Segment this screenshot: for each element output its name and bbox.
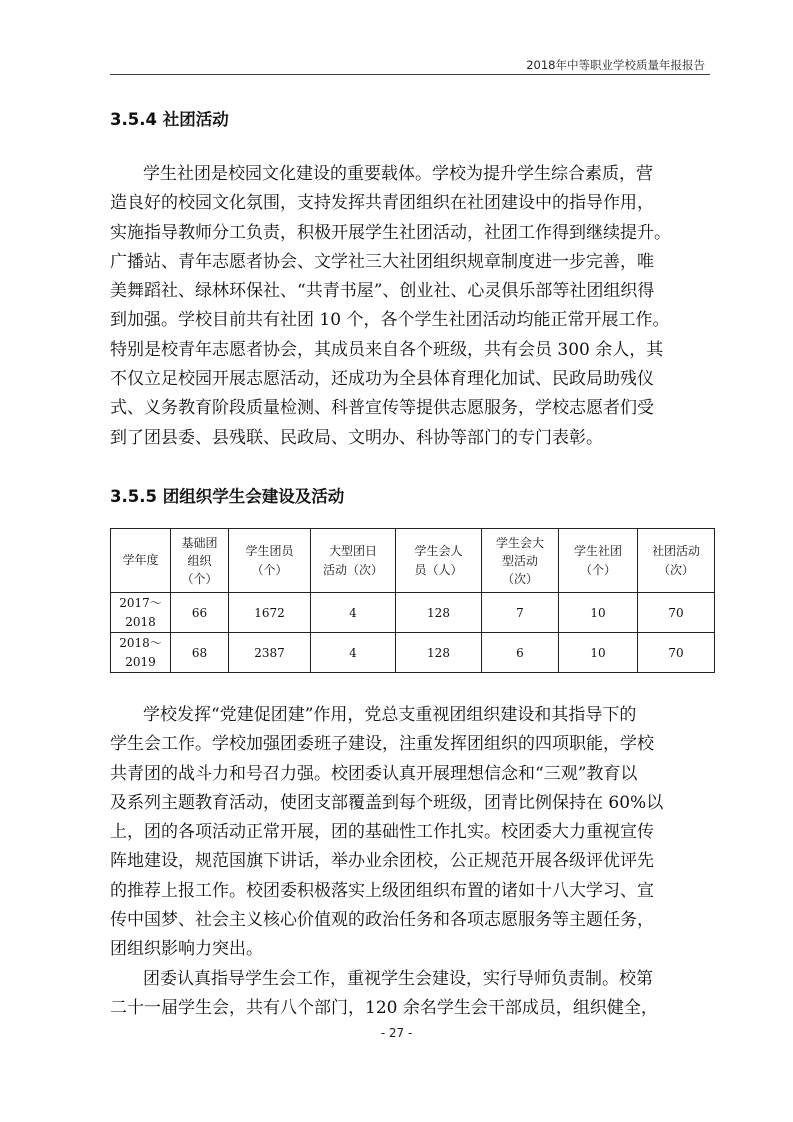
column-header-league-days: 大型团日 活动（次） <box>311 529 396 593</box>
cell-league-days: 4 <box>311 633 396 673</box>
paragraph-line: 团组织影响力突出。 <box>110 939 263 960</box>
table-header-row <box>111 529 715 593</box>
table-row <box>111 593 715 633</box>
page-header-title: 2018年中等职业学校质量年报报告 <box>526 58 705 72</box>
cell-club-activities: 70 <box>638 633 715 673</box>
paragraph-line: 广播站、青年志愿者协会、文学社三大社团组织规章制度进一步完善，唯 <box>110 251 654 272</box>
cell-members: 2387 <box>229 633 311 673</box>
paragraph-line: 不仅立足校园开展志愿活动，还成功为全县体育理化加试、民政局助残仪 <box>110 369 654 390</box>
cell-basic-org: 68 <box>171 633 229 673</box>
league-statistics-table <box>110 528 715 673</box>
paragraph-line: 学校发挥“党建促团建”作用，党总支重视团组织建设和其指导下的 <box>143 705 637 725</box>
paragraph-line: 传中国梦、社会主义核心价值观的政治任务和各项志愿服务等主题任务， <box>110 910 654 931</box>
column-header-council-events: 学生会大 型活动 （次） <box>482 529 559 593</box>
paragraph-line: 二十一届学生会，共有八个部门，120 余名学生会干部成员，组织健全， <box>110 998 658 1019</box>
paragraph-line: 美舞蹈社、绿林环保社、“共青书屋”、创业社、心灵俱乐部等社团组织得 <box>110 281 655 302</box>
table-row <box>111 633 715 673</box>
cell-council-events: 6 <box>482 633 559 673</box>
cell-clubs: 10 <box>559 593 638 633</box>
paragraph-line: 及系列主题教育活动，使团支部覆盖到每个班级，团青比例保持在 60%以 <box>110 792 664 813</box>
header-divider <box>110 74 710 75</box>
cell-club-activities: 70 <box>638 593 715 633</box>
column-header-club-activities: 社团活动 （次） <box>638 529 715 593</box>
cell-members: 1672 <box>229 593 311 633</box>
column-header-members: 学生团员 （个） <box>229 529 311 593</box>
column-header-year: 学年度 <box>111 529 171 593</box>
paragraph-line: 到了团县委、县残联、民政局、文明办、科协等部门的专门表彰。 <box>110 427 603 448</box>
cell-council-events: 7 <box>482 593 559 633</box>
paragraph-party-building <box>110 701 710 965</box>
column-header-clubs: 学生社团 （个） <box>559 529 638 593</box>
paragraph-line: 的推荐上报工作。校团委积极落实上级团组织布置的诸如十八大学习、宣 <box>110 880 654 901</box>
column-header-council-members: 学生会人 员（人） <box>396 529 482 593</box>
paragraph-line: 学生会工作。学校加强团委班子建设，注重发挥团组织的四项职能，学校 <box>110 734 654 755</box>
paragraph-student-council <box>110 965 710 1024</box>
page-number: - 27 - <box>380 1026 413 1040</box>
paragraph-line: 上，团的各项活动正常开展，团的基础性工作扎实。校团委大力重视宣传 <box>110 822 654 843</box>
cell-year: 2018～ 2019 <box>111 633 171 673</box>
paragraph-line: 式、义务教育阶段质量检测、科普宣传等提供志愿服务，学校志愿者们受 <box>110 398 654 419</box>
section-heading-league: 3.5.5 团组织学生会建设及活动 <box>110 487 345 506</box>
cell-year: 2017～ 2018 <box>111 593 171 633</box>
section-heading-clubs: 3.5.4 社团活动 <box>110 110 229 129</box>
cell-council-members: 128 <box>396 633 482 673</box>
paragraph-line: 阵地建设，规范国旗下讲话，举办业余团校，公正规范开展各级评优评先 <box>110 851 654 872</box>
cell-basic-org: 66 <box>171 593 229 633</box>
paragraph-line: 到加强。学校目前共有社团 10 个，各个学生社团活动均能正常开展工作。 <box>110 310 670 331</box>
column-header-basic-org: 基础团 组织 （个） <box>171 529 229 593</box>
cell-council-members: 128 <box>396 593 482 633</box>
paragraph-clubs <box>110 160 710 453</box>
paragraph-line: 实施指导教师分工负责，积极开展学生社团活动，社团工作得到继续提升。 <box>110 222 671 243</box>
paragraph-line: 学生社团是校园文化建设的重要载体。学校为提升学生综合素质，营 <box>143 164 653 184</box>
paragraph-line: 共青团的战斗力和号召力强。校团委认真开展理想信念和“三观”教育以 <box>110 763 638 784</box>
paragraph-line: 造良好的校园文化氛围，支持发挥共青团组织在社团建设中的指导作用， <box>110 193 654 214</box>
paragraph-line: 特别是校青年志愿者协会，其成员来自各个班级，共有会员 300 余人，其 <box>110 339 664 360</box>
cell-clubs: 10 <box>559 633 638 673</box>
cell-league-days: 4 <box>311 593 396 633</box>
paragraph-line: 团委认真指导学生会工作，重视学生会建设，实行导师负责制。校第 <box>143 969 653 989</box>
